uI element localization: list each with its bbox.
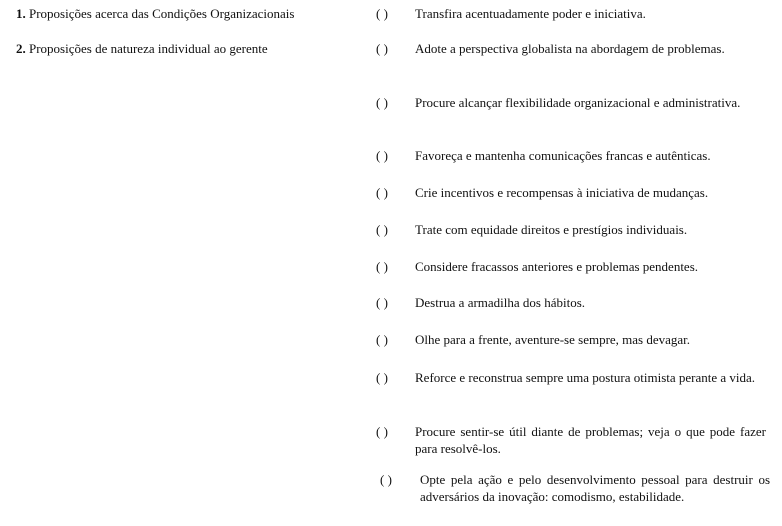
answer-blank[interactable]: ( ) bbox=[376, 6, 388, 21]
statement-text: Considere fracassos anteriores e problemas pendentes. bbox=[415, 259, 699, 274]
statement-text: Favoreça e mantenha comunicações francas e autênticas. bbox=[415, 148, 711, 163]
answer-blank[interactable]: ( ) bbox=[376, 148, 388, 163]
answer-blank[interactable]: ( ) bbox=[376, 41, 388, 56]
left-item-number: 2. bbox=[16, 41, 26, 56]
answer-blank[interactable]: ( ) bbox=[376, 185, 388, 200]
statement-text: Destrua a armadilha dos hábitos. bbox=[415, 295, 586, 310]
statement-text: Adote a perspectiva globalista na abordagem de problemas. bbox=[415, 41, 725, 56]
answer-blank[interactable]: ( ) bbox=[376, 95, 388, 110]
answer-blank[interactable]: ( ) bbox=[376, 222, 388, 237]
statement-text: Reforce e reconstrua sempre uma postura otimista perante a vida. bbox=[415, 370, 756, 385]
statement-text: Procure sentir-se útil diante de problemas; veja o que pode fazer para resolvê-los. bbox=[415, 424, 766, 456]
left-item-2 bbox=[16, 40, 268, 57]
statement-text: Crie incentivos e recompensas à iniciativa de mudanças. bbox=[415, 185, 709, 200]
answer-blank[interactable]: ( ) bbox=[376, 370, 388, 385]
left-item-text: Proposições acerca das Condições Organizacionais bbox=[29, 6, 295, 21]
answer-blank[interactable]: ( ) bbox=[376, 295, 388, 310]
left-item-1 bbox=[16, 5, 294, 22]
statement-text: Olhe para a frente, aventure-se sempre, mas devagar. bbox=[415, 332, 691, 347]
statement-text: Trate com equidade direitos e prestígios individuais. bbox=[415, 222, 688, 237]
answer-blank[interactable]: ( ) bbox=[376, 259, 388, 274]
left-item-text: Proposições de natureza individual ao gerente bbox=[29, 41, 268, 56]
answer-blank[interactable]: ( ) bbox=[376, 332, 388, 347]
answer-blank[interactable]: ( ) bbox=[380, 472, 392, 487]
statement-text: Procure alcançar flexibilidade organizacional e administrativa. bbox=[415, 95, 741, 110]
statement-text: Opte pela ação e pelo desenvolvimento pessoal para destruir os adversários da inovação: comodismo, estabilidade. bbox=[420, 472, 770, 504]
answer-blank[interactable]: ( ) bbox=[376, 424, 388, 439]
left-item-number: 1. bbox=[16, 6, 26, 21]
statement-text: Transfira acentuadamente poder e iniciativa. bbox=[415, 6, 646, 21]
